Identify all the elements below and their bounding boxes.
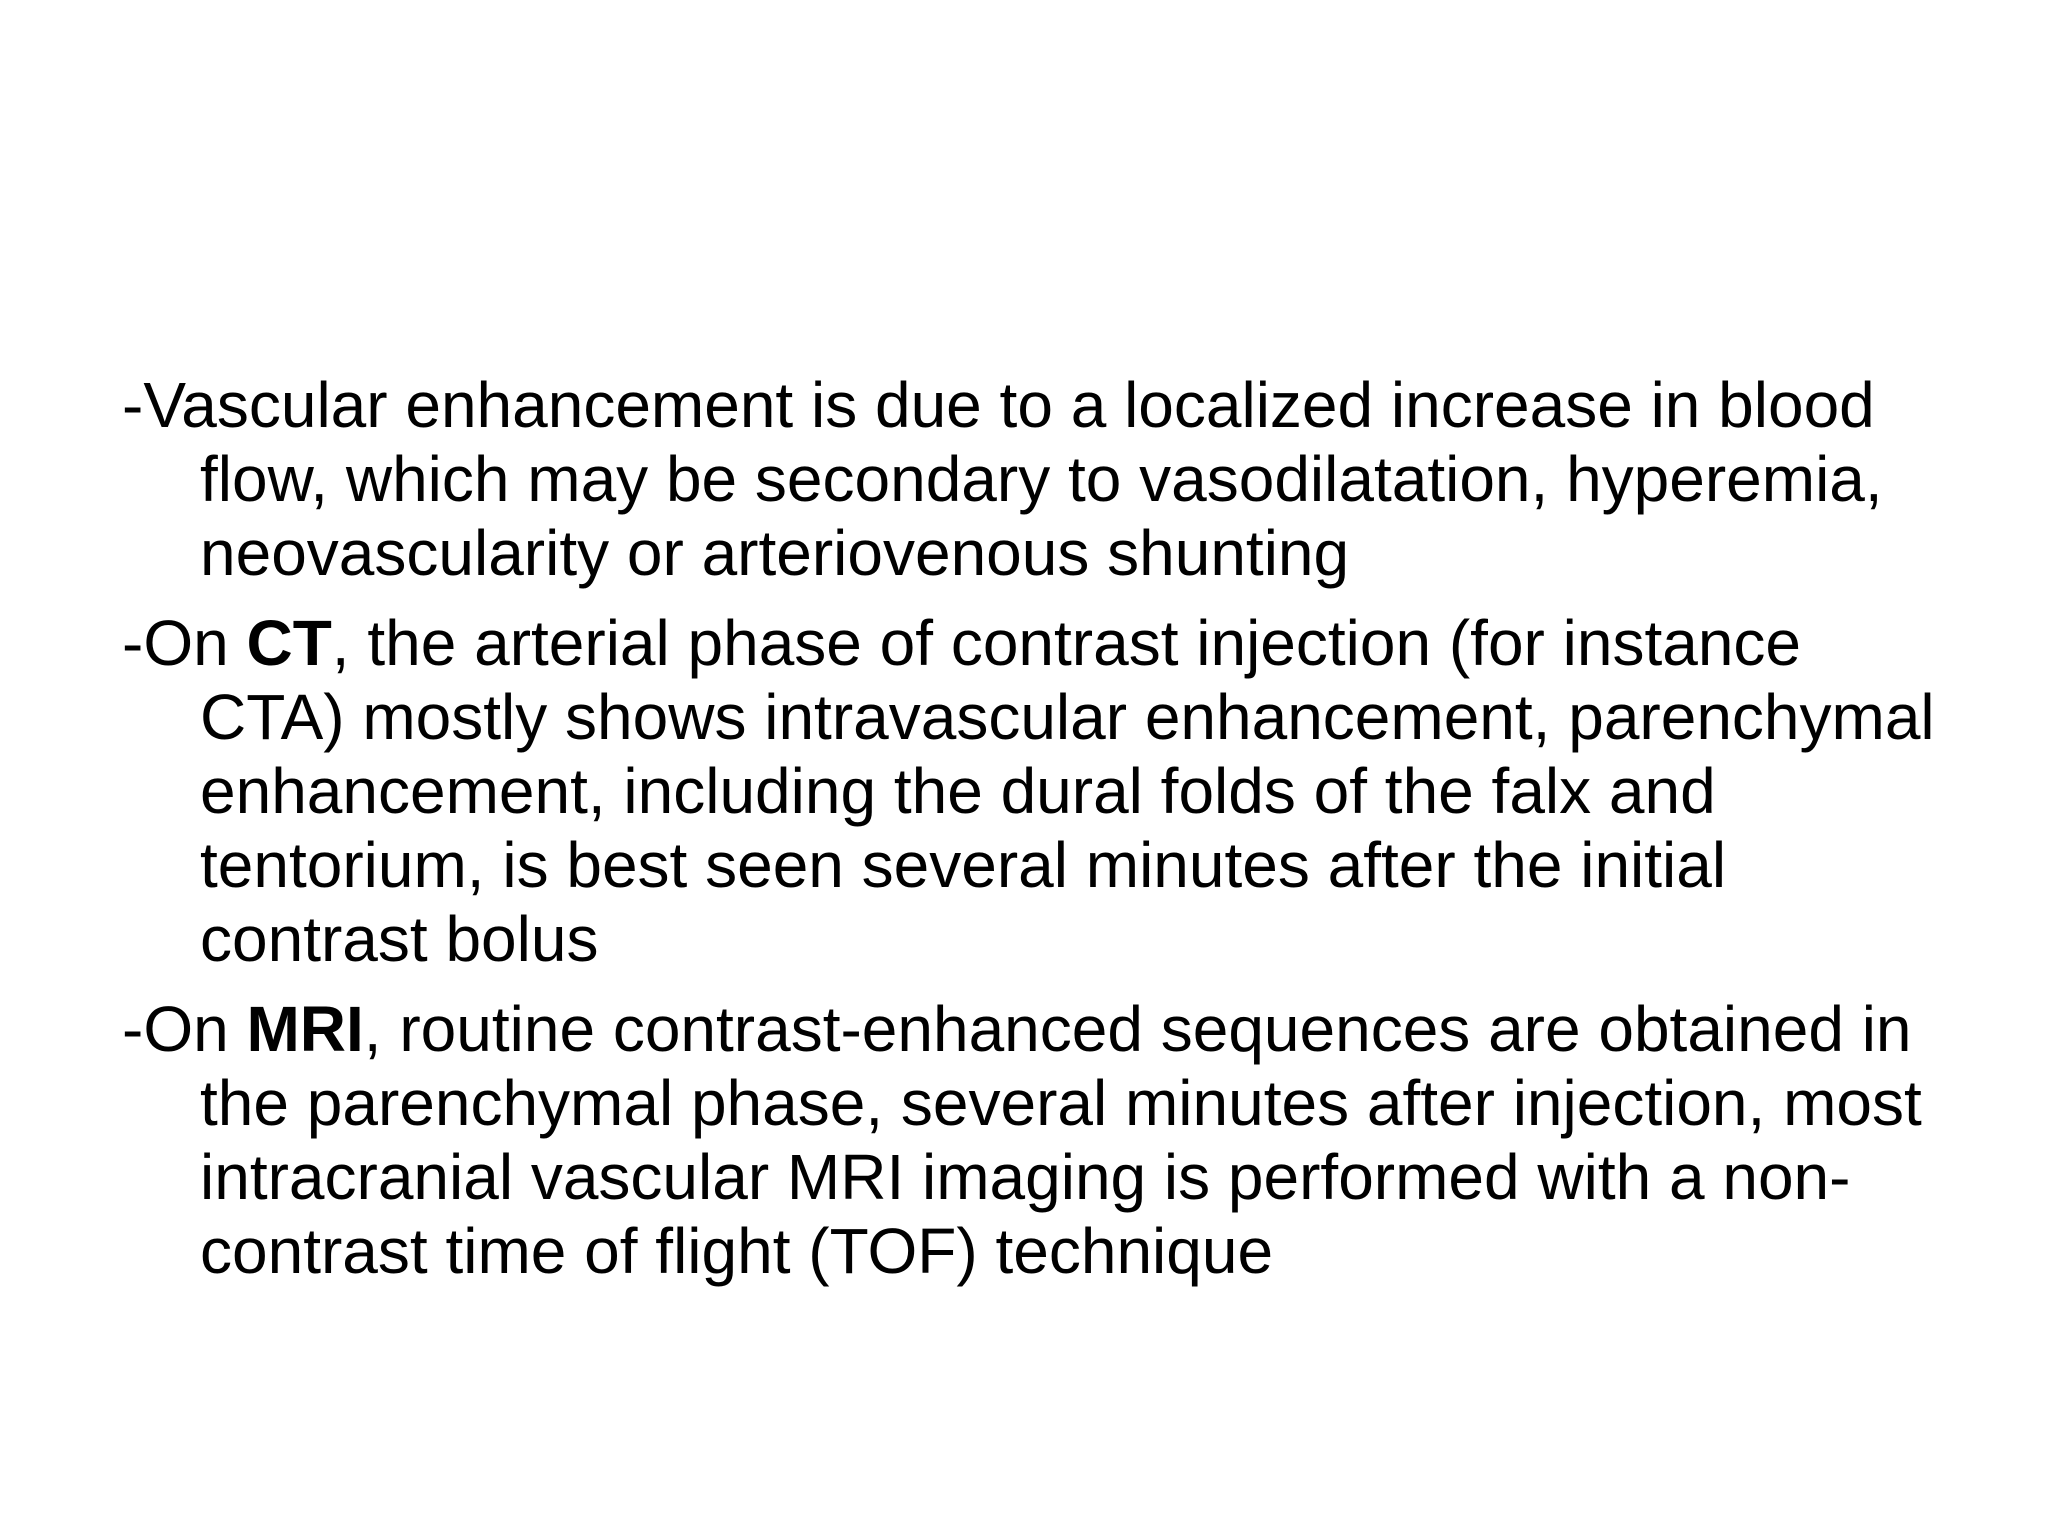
paragraph-prefix: -On (122, 993, 247, 1065)
paragraph-vascular-enhancement (122, 368, 1952, 590)
bold-term-mri: MRI (246, 993, 364, 1065)
paragraph-prefix: -On (122, 607, 247, 679)
slide-body-text (122, 368, 1952, 1304)
paragraph-ct (122, 606, 1952, 976)
paragraph-text: , routine contrast-enhanced sequences are obtained in the parenchymal phase, several minutes after injection, most intracranial vascular MRI imaging is performed with a non-contrast time of flight (TOF) technique (200, 993, 1922, 1287)
paragraph-text: -Vascular enhancement is due to a localized increase in blood flow, which may be secondary to vasodilatation, hyperemia, neovascularity or arteriovenous shunting (122, 369, 1883, 589)
bold-term-ct: CT (246, 607, 332, 679)
paragraph-text: , the arterial phase of contrast injection (for instance CTA) mostly shows intravascular enhancement, parenchymal enhancement, including the dural folds of the falx and tentorium, is best seen several minutes after the initial contrast bolus (200, 607, 1935, 975)
paragraph-mri (122, 992, 1952, 1288)
